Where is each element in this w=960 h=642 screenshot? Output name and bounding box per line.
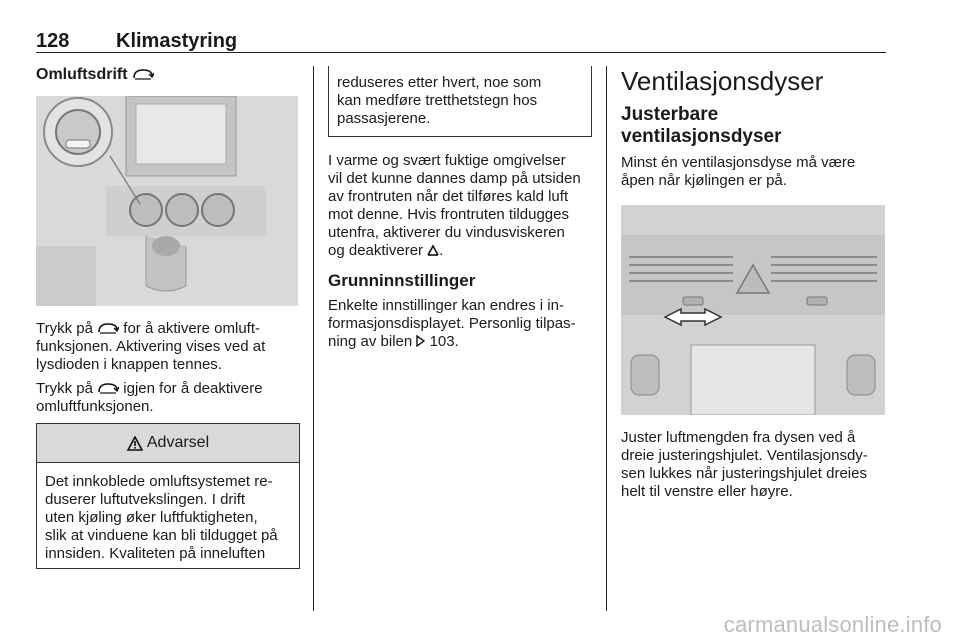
page-number: 128 [36, 30, 70, 52]
recirculation-icon [132, 68, 154, 80]
warning-body [37, 463, 299, 563]
recirc-activate-text: Trykk på for å aktivere omluft- funksjonen. Aktivering vises ved at lysdioden i knappen tennes. [36, 320, 266, 373]
vents-photo [621, 205, 885, 415]
humidity-text: I varme og svært fuktige omgivelser vil det kunne dannes damp på utsiden av frontruten når det tilføres kald luft mot denne. Hvis frontruten tildugges utenfra, aktiverer du vindusviskeren og deaktiverer . [328, 152, 581, 259]
warning-text: Det innkoblede omluftsystemet re- duserer luftutvekslingen. I drift uten kjøling øker luftfuktigheten, slik at vinduene kan bli tildugget på innsiden. Kvaliteten på inneluften [45, 473, 278, 562]
recirculation-icon [97, 322, 119, 334]
vents-illustration [621, 205, 885, 415]
right-column [621, 66, 886, 190]
climate-panel-illustration [36, 96, 298, 306]
adjustable-vents-heading: Justerbare ventilasjonsdyser [621, 104, 782, 147]
section-heading-recirculation: Omluftsdrift [36, 66, 298, 84]
watermark: carmanualsonline.info [723, 612, 942, 637]
basic-settings-text: Enkelte innstillinger kan endres i in- formasjonsdisplayet. Personlig tilpas- ning av bilen 103. [328, 297, 576, 350]
page-header [36, 30, 886, 53]
left-column [36, 66, 298, 84]
basic-settings-heading: Grunninnstillinger [328, 271, 476, 290]
vents-intro-text: Minst én ventilasjonsdyse må være åpen når kjølingen er på. [621, 154, 856, 189]
column-divider-left [313, 66, 314, 611]
recirc-deactivate-text: Trykk på igjen for å deaktivere omluftfunksjonen. [36, 380, 263, 415]
wiper-icon [427, 244, 439, 256]
ventilation-heading: Ventilasjonsdyser [621, 66, 824, 96]
warning-header [37, 423, 299, 463]
warning-continued-box [328, 66, 592, 137]
middle-text [328, 152, 590, 351]
warning-triangle-icon [127, 436, 143, 451]
warning-continued-text: reduseres etter hvert, noe som kan medføre tretthetstegn hos passasjerene. [337, 74, 542, 127]
right-text [621, 429, 887, 501]
left-text [36, 320, 298, 416]
recirculation-icon [97, 382, 119, 394]
vents-adjust-text: Juster luftmengden fra dysen ved å dreie justeringshjulet. Ventilasjonsdy- sen lukkes når justeringshjulet dreies helt til venstre eller høyre. [621, 429, 868, 500]
climate-panel-photo [36, 96, 298, 306]
column-divider-right [606, 66, 607, 611]
chapter-title: Klimastyring [116, 30, 238, 52]
warning-title: Advarsel [146, 434, 210, 451]
warning-box [36, 423, 300, 569]
